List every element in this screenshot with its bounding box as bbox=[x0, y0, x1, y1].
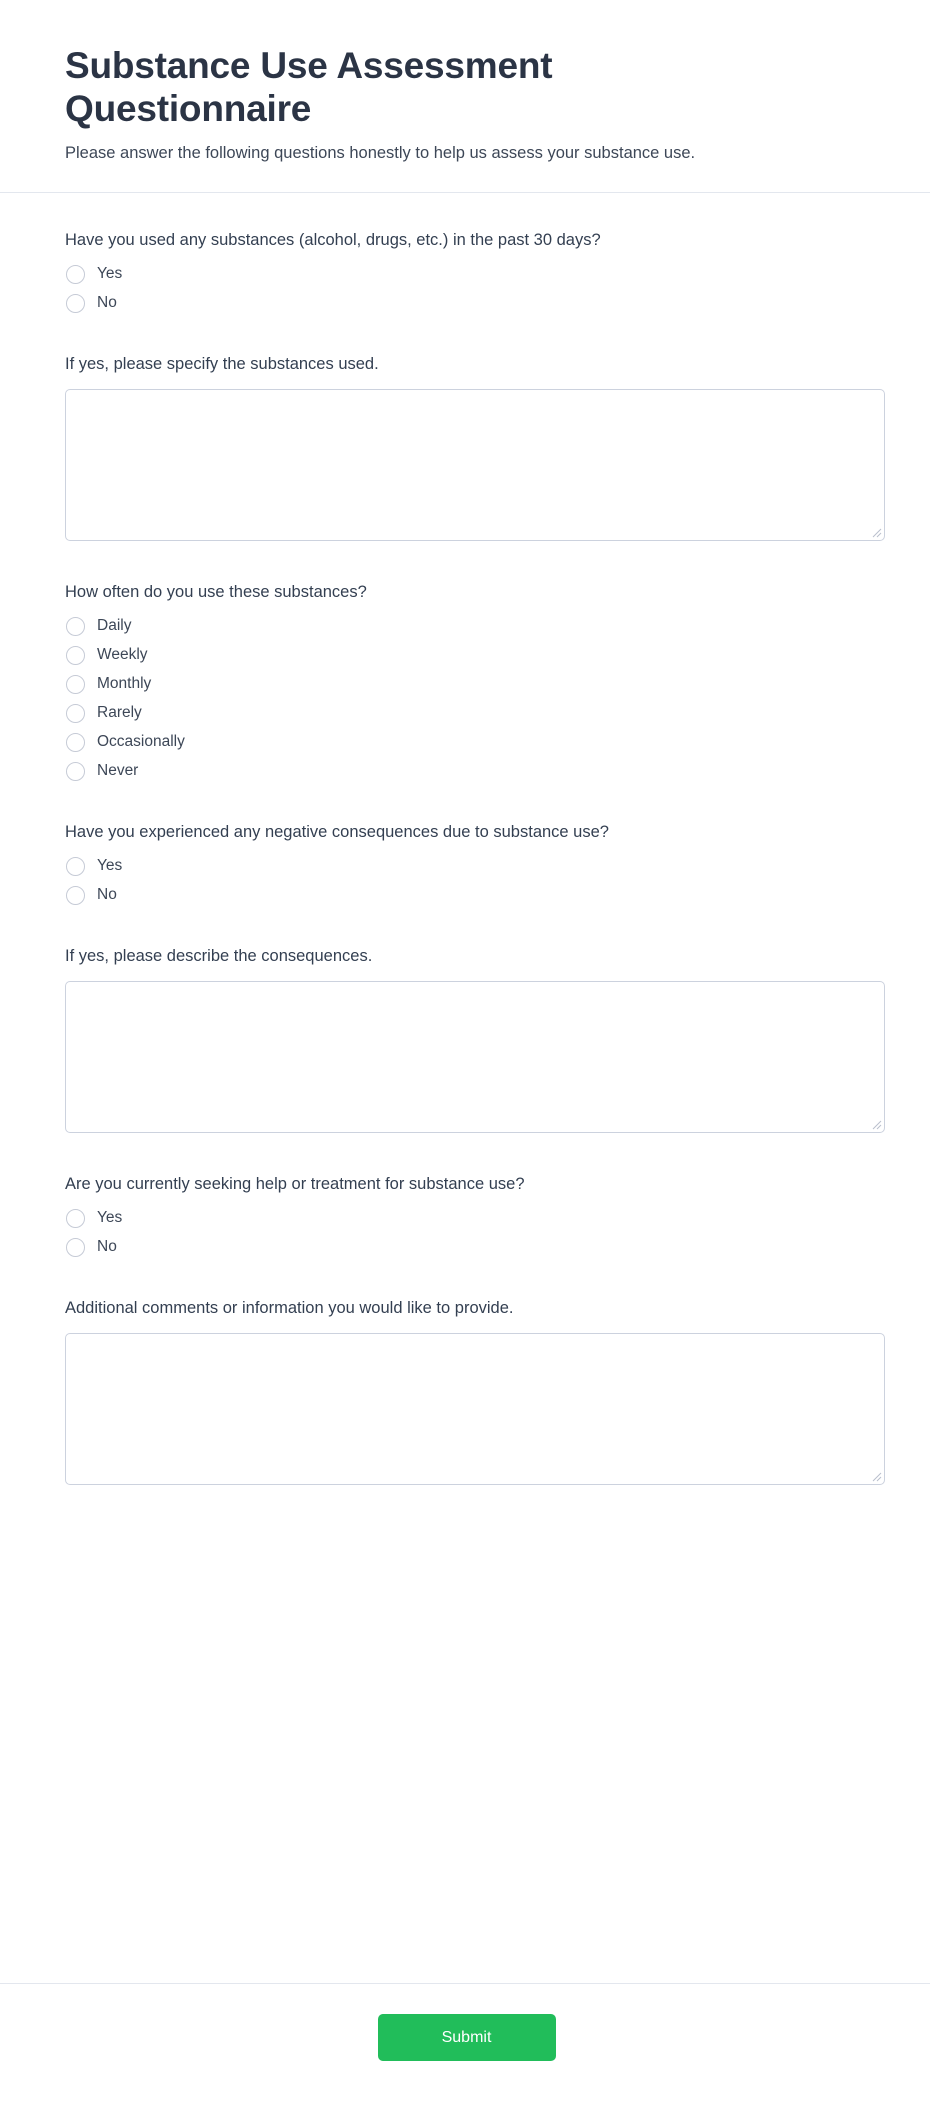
radio-circle-icon[interactable] bbox=[66, 704, 85, 723]
radio-circle-icon[interactable] bbox=[66, 733, 85, 752]
radio-option-daily[interactable] bbox=[66, 617, 868, 636]
radio-option-no[interactable] bbox=[66, 1238, 868, 1257]
radio-group-negative-consequences bbox=[65, 857, 868, 905]
radio-option-label: Yes bbox=[97, 265, 123, 283]
form-header bbox=[0, 0, 930, 192]
radio-option-weekly[interactable] bbox=[66, 646, 868, 665]
radio-circle-icon[interactable] bbox=[66, 857, 85, 876]
radio-circle-icon[interactable] bbox=[66, 646, 85, 665]
form-description: Please answer the following questions honestly to help us assess your substance use. bbox=[65, 143, 696, 162]
radio-circle-icon[interactable] bbox=[66, 294, 85, 313]
question-seeking-treatment bbox=[65, 1173, 868, 1257]
radio-option-label: Yes bbox=[97, 857, 123, 875]
radio-option-yes[interactable] bbox=[66, 1209, 868, 1228]
radio-option-label: Monthly bbox=[97, 675, 152, 693]
radio-circle-icon[interactable] bbox=[66, 675, 85, 694]
question-label: Are you currently seeking help or treatment for substance use? bbox=[65, 1174, 525, 1193]
question-describe-consequences bbox=[65, 945, 868, 1133]
textarea-wrapper-describe-consequences bbox=[65, 981, 885, 1133]
radio-option-yes[interactable] bbox=[66, 857, 868, 876]
radio-option-label: No bbox=[97, 294, 117, 312]
radio-option-label: No bbox=[97, 886, 117, 904]
question-label: Have you experienced any negative consequences due to substance use? bbox=[65, 822, 609, 841]
question-label: If yes, please specify the substances used. bbox=[65, 355, 379, 374]
radio-option-label: Weekly bbox=[97, 646, 148, 664]
page-title: Substance Use Assessment Questionnaire bbox=[65, 45, 553, 130]
radio-circle-icon[interactable] bbox=[66, 265, 85, 284]
question-label: Additional comments or information you would like to provide. bbox=[65, 1298, 514, 1317]
radio-circle-icon[interactable] bbox=[66, 617, 85, 636]
radio-option-occasionally[interactable] bbox=[66, 733, 868, 752]
radio-group-seeking-treatment bbox=[65, 1209, 868, 1257]
submit-button[interactable]: Submit bbox=[378, 2014, 556, 2061]
radio-option-label: Daily bbox=[97, 617, 132, 635]
additional-comments-input[interactable] bbox=[66, 1334, 884, 1484]
question-use-frequency bbox=[65, 581, 868, 781]
describe-consequences-input[interactable] bbox=[66, 982, 884, 1132]
question-label: How often do you use these substances? bbox=[65, 582, 367, 601]
radio-option-yes[interactable] bbox=[66, 265, 868, 284]
radio-option-label: Yes bbox=[97, 1208, 123, 1226]
form-footer bbox=[0, 1984, 930, 2101]
radio-option-label: Occasionally bbox=[97, 733, 185, 751]
radio-option-no[interactable] bbox=[66, 886, 868, 905]
radio-group-use-frequency bbox=[65, 617, 868, 781]
question-label: Have you used any substances (alcohol, drugs, etc.) in the past 30 days? bbox=[65, 231, 601, 250]
question-specify-substances bbox=[65, 353, 868, 541]
radio-option-label: Rarely bbox=[97, 704, 142, 722]
radio-option-monthly[interactable] bbox=[66, 675, 868, 694]
radio-option-label: Never bbox=[97, 762, 139, 780]
form-body bbox=[0, 193, 930, 1959]
radio-circle-icon[interactable] bbox=[66, 1209, 85, 1228]
textarea-wrapper-specify-substances bbox=[65, 389, 885, 541]
radio-circle-icon[interactable] bbox=[66, 886, 85, 905]
question-negative-consequences bbox=[65, 821, 868, 905]
question-label: If yes, please describe the consequences. bbox=[65, 946, 373, 965]
question-used-substances-30-days bbox=[65, 229, 868, 313]
specify-substances-input[interactable] bbox=[66, 390, 884, 540]
radio-circle-icon[interactable] bbox=[66, 762, 85, 781]
radio-option-no[interactable] bbox=[66, 294, 868, 313]
radio-option-rarely[interactable] bbox=[66, 704, 868, 723]
radio-circle-icon[interactable] bbox=[66, 1238, 85, 1257]
radio-option-label: No bbox=[97, 1237, 117, 1255]
question-additional-comments bbox=[65, 1297, 868, 1485]
radio-group-used-substances-30-days bbox=[65, 265, 868, 313]
radio-option-never[interactable] bbox=[66, 762, 868, 781]
textarea-wrapper-additional-comments bbox=[65, 1333, 885, 1485]
